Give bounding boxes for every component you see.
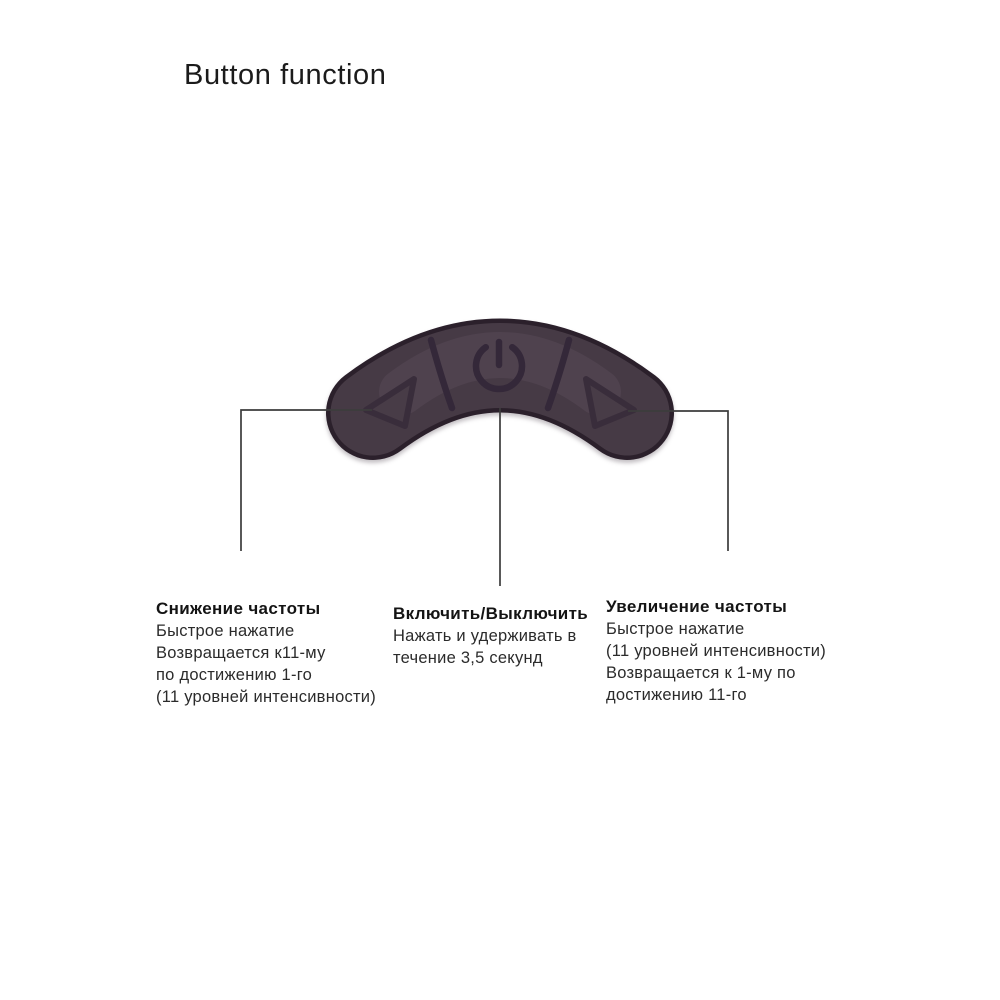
annotation-increase-line: достижению 11-го bbox=[606, 686, 747, 704]
annotation-power bbox=[393, 603, 588, 669]
annotation-decrease-line: (11 уровней интенсивности) bbox=[156, 688, 377, 706]
annotation-decrease-line: по достижению 1-го bbox=[156, 666, 313, 684]
annotation-power-line: течение 3,5 секунд bbox=[393, 649, 543, 667]
annotation-increase-heading: Увеличение частоты bbox=[606, 597, 788, 616]
annotation-decrease-frequency bbox=[156, 598, 376, 708]
annotation-power-heading: Включить/Выключить bbox=[393, 604, 589, 623]
annotation-power-line: Нажать и удерживать в bbox=[393, 627, 577, 645]
annotation-decrease-line: Возвращается к11-му bbox=[156, 644, 326, 662]
annotation-increase-line: Возвращается к 1-му по bbox=[606, 664, 796, 682]
annotation-decrease-heading: Снижение частоты bbox=[156, 599, 321, 618]
page-title: Button function bbox=[184, 59, 387, 91]
annotation-increase-line: Быстрое нажатие bbox=[606, 620, 745, 638]
annotation-increase-frequency bbox=[606, 596, 826, 706]
annotation-decrease-line: Быстрое нажатие bbox=[156, 622, 295, 640]
annotation-increase-line: (11 уровней интенсивности) bbox=[606, 642, 827, 660]
